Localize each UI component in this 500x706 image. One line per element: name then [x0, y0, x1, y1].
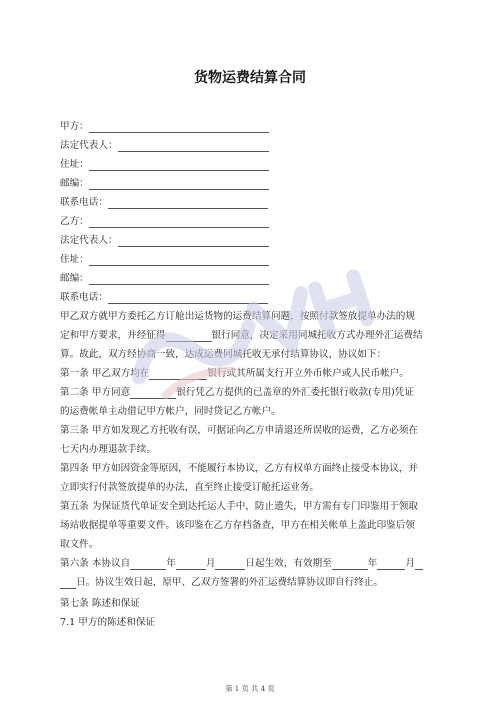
field-blank [108, 293, 268, 304]
field-label: 甲方： [60, 121, 89, 132]
intro-line: 甲乙双方就甲方委托乙方订舱出运货物的运费结算问题，按照付款签放提单办法的规 [60, 311, 415, 322]
text-run: 年 [166, 558, 176, 569]
field-label: 法定代表人： [60, 140, 118, 151]
party-a-address-field [60, 158, 269, 171]
field-blank [118, 236, 269, 247]
party-a-legal-rep-field [60, 139, 269, 152]
field-label: 法定代表人： [60, 235, 118, 246]
clause-6 [60, 557, 423, 570]
party-b-phone-field [60, 291, 268, 304]
blank-line [332, 559, 368, 570]
text-run: 月 [405, 558, 415, 569]
blank-line [60, 578, 76, 589]
clause-4: 第四条 甲方如因资金等原因，不能履行本协议，乙方有权单方面终止接受本协议，并 [60, 463, 419, 474]
clause-6-cont [60, 576, 383, 589]
text-run: 银行凭乙方提供的已盖章的外汇委托银行收款(专用)凭证 [176, 387, 414, 398]
blank-line [130, 559, 166, 570]
party-a-phone-field [60, 196, 268, 209]
intro-line: 算。故此，双方经协商一致，达成运费同城托收无承付结算协议，协议如下： [60, 349, 387, 360]
field-blank [89, 274, 269, 285]
field-blank [118, 141, 269, 152]
text-run: 年 [367, 558, 378, 569]
field-label: 邮编： [60, 178, 89, 189]
text-run: 第一条 甲乙双方均在 [60, 368, 150, 379]
document-title: 货物运费结算合同 [194, 70, 306, 86]
field-blank [89, 122, 269, 133]
blank-line [377, 559, 405, 570]
party-a-postcode-field [60, 177, 269, 190]
party-b-legal-rep-field [60, 234, 269, 247]
blank-line [149, 369, 207, 380]
party-b-field [60, 215, 269, 228]
party-b-postcode-field [60, 272, 269, 285]
clause-5: 第五条 为保证货代单证安全到达托运人手中，防止遗失，甲方需有专门印鉴用于领取 [60, 501, 419, 512]
clause-5-cont: 场站收据提单等重要文件。该印鉴在乙方存档备查，甲方在相关帐单上盖此印鉴后领 [60, 520, 415, 531]
blank-line [415, 559, 423, 570]
field-label: 住址： [60, 254, 89, 265]
field-blank [89, 179, 269, 190]
clause-2 [60, 386, 414, 399]
clause-7-heading: 第七条 陈述和保证 [60, 598, 140, 609]
clause-1 [60, 367, 409, 380]
field-label: 乙方： [60, 216, 89, 227]
clause-5-cont: 取文件。 [60, 539, 99, 550]
text-run: 第六条 本协议自 [60, 558, 131, 569]
field-label: 邮编： [60, 273, 89, 284]
clause-4-cont: 立即实行付款签放提单的办法，直至终止接受订舱托运业务。 [60, 482, 320, 493]
text-run: 定和甲方要求，并经征得 [60, 330, 166, 341]
blank-line [166, 331, 212, 342]
clause-3-cont: 七天内办理退款手续。 [60, 444, 156, 455]
clause-7-1-heading: 7.1 甲方的陈述和保证 [60, 617, 156, 628]
text-run: 日起生效，有效期至 [245, 558, 332, 569]
party-a-field [60, 120, 269, 133]
clause-2-cont: 的运费帐单主动借记甲方帐户，同时贷记乙方帐户。 [60, 406, 281, 417]
text-run: 第二条 甲方同意 [60, 387, 131, 398]
field-blank [89, 255, 269, 266]
clause-3: 第三条 甲方如发现乙方托收有误，可据证向乙方申请退还所误收的运费，乙方必须在 [60, 425, 419, 436]
page-footer: 第 1 页 共 4 页 [225, 684, 275, 693]
field-blank [108, 198, 268, 209]
party-b-address-field [60, 253, 269, 266]
field-label: 住址： [60, 159, 89, 170]
field-blank [89, 217, 269, 228]
field-blank [89, 160, 269, 171]
blank-line [176, 559, 206, 570]
blank-line [130, 388, 176, 399]
text-run: 银行或其所属支行开立外币帐户或人民币帐户。 [207, 368, 409, 379]
blank-line [215, 559, 245, 570]
field-label: 联系电话： [60, 197, 108, 208]
intro-line [60, 329, 423, 342]
text-run: 日。协议生效日起，原甲、乙双方签署的外汇运费结算协议即自行终止。 [76, 577, 383, 588]
text-run: 银行同意，决定采用同城托收方式办理外汇运费结 [211, 330, 423, 341]
text-run: 月 [205, 558, 216, 569]
field-label: 联系电话： [60, 292, 108, 303]
